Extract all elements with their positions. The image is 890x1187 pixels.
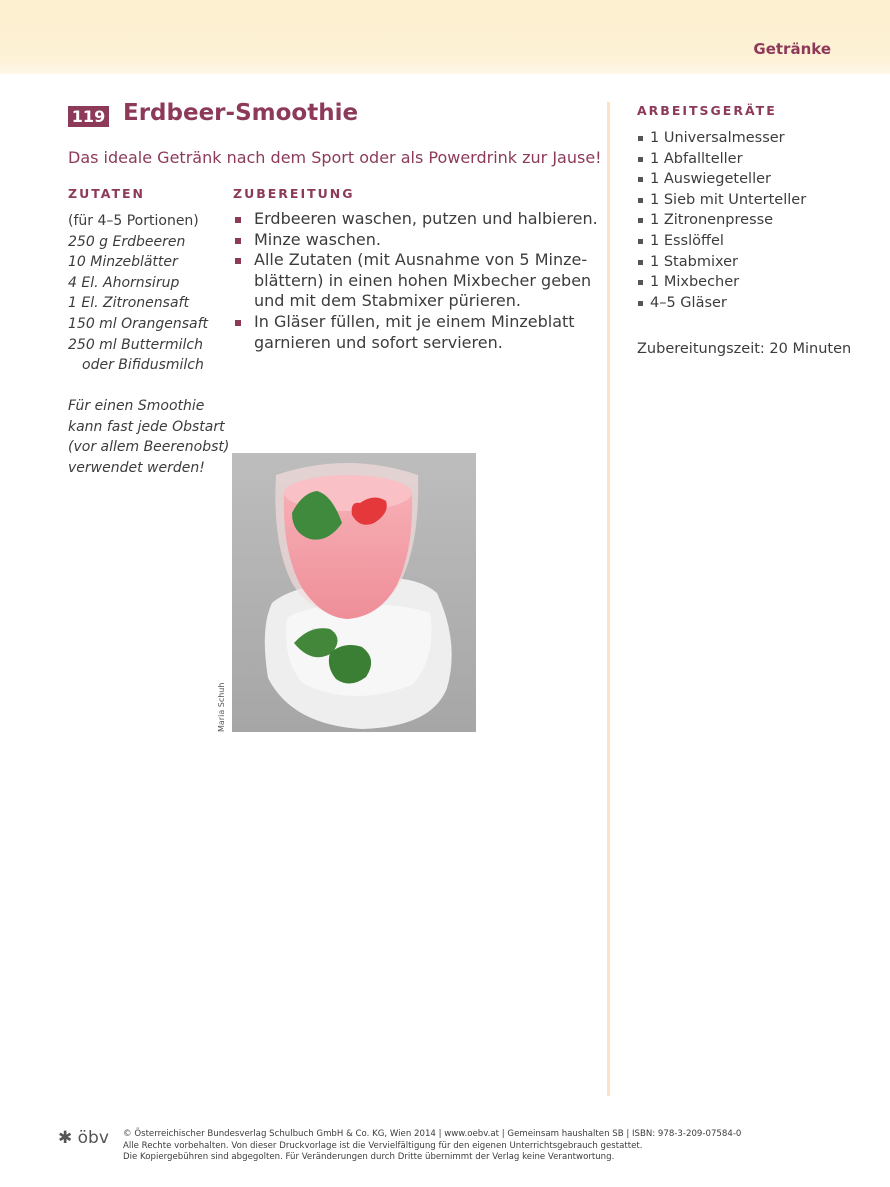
- preparation-steps: [233, 209, 603, 353]
- ingredient-item: 250 g Erdbeeren: [68, 233, 186, 250]
- tool-label: 1 Esslöffel: [650, 232, 724, 249]
- preparation-step: [233, 209, 603, 230]
- step-line: und mit dem Stabmixer pürieren.: [254, 291, 521, 311]
- tool-item: [637, 252, 806, 273]
- step-line: Erdbeeren waschen, putzen und halbieren.: [254, 209, 598, 228]
- recipe-number: 119: [68, 106, 109, 127]
- tools-heading: ARBEITSGERÄTE: [637, 103, 777, 118]
- tool-label: 1 Sieb mit Unterteller: [650, 191, 807, 208]
- tool-label: 4–5 Gläser: [650, 294, 727, 311]
- footer-line: Alle Rechte vorbehalten. Von dieser Druckvorlage ist die Vervielfältigung für den eigenen Unterrichtsgebrauch gestattet.: [123, 1140, 643, 1151]
- tool-item: [637, 272, 806, 293]
- prep-time: Zubereitungszeit: 20 Minuten: [637, 341, 852, 357]
- preparation-step: [233, 312, 603, 353]
- bullet-icon: [235, 320, 241, 326]
- ingredient-item: 4 El. Ahornsirup: [68, 274, 180, 291]
- bullet-icon: [638, 280, 643, 285]
- bullet-icon: [638, 218, 643, 223]
- step-line: blättern) in einen hohen Mixbecher geben: [254, 270, 592, 290]
- step-line: garnieren und sofort servieren.: [254, 332, 503, 352]
- tool-item: [637, 169, 806, 190]
- preparation-heading: ZUBEREITUNG: [233, 186, 355, 201]
- tool-item: [637, 231, 806, 252]
- tip-line: kann fast jede Obstart: [68, 418, 225, 435]
- ingredient-item: 250 ml Buttermilch: [68, 336, 203, 353]
- bullet-icon: [235, 217, 241, 223]
- step-line: Alle Zutaten (mit Ausnahme von 5 Minze-: [254, 250, 588, 270]
- asterisk-icon: ✱: [58, 1128, 73, 1148]
- header-band: [0, 0, 890, 74]
- mint-leaf-shape: [329, 645, 371, 684]
- smoothie-photo: [232, 453, 476, 732]
- recipe-title: Erdbeer-Smoothie: [123, 100, 359, 126]
- tip-line: verwendet werden!: [68, 459, 205, 476]
- tool-item: [637, 190, 806, 211]
- publisher-logo: [58, 1128, 109, 1148]
- step-line: Minze waschen.: [254, 229, 381, 249]
- column-divider: [607, 102, 610, 1096]
- recipe-subtitle: Das ideale Getränk nach dem Sport oder als Powerdrink zur Jause!: [68, 148, 602, 167]
- bullet-icon: [638, 177, 643, 182]
- tools-list: [637, 128, 806, 313]
- preparation-step: [233, 230, 603, 251]
- section-title: Getränke: [753, 40, 831, 58]
- bullet-icon: [638, 136, 643, 141]
- tip-note: [68, 396, 233, 478]
- ingredient-item: 10 Minzeblätter: [68, 254, 178, 271]
- tip-line: Für einen Smoothie: [68, 398, 205, 414]
- tool-label: 1 Universalmesser: [650, 130, 785, 146]
- tool-item: [637, 149, 806, 170]
- bullet-icon: [235, 258, 241, 264]
- tool-label: 1 Stabmixer: [650, 253, 738, 270]
- ingredients-heading: ZUTATEN: [68, 186, 146, 201]
- bullet-icon: [638, 260, 643, 265]
- bullet-icon: [638, 301, 643, 306]
- footer-line: Die Kopiergebühren sind abgegolten. Für Veränderungen durch Dritte übernimmt der Verlag keine Verantwortung.: [123, 1152, 615, 1163]
- tool-item: [637, 293, 806, 314]
- preparation-step: [233, 250, 603, 312]
- tool-label: 1 Abfallteller: [650, 150, 743, 167]
- bullet-icon: [638, 157, 643, 162]
- step-line: In Gläser füllen, mit je einem Minzeblatt: [254, 311, 575, 331]
- ingredient-continuation: oder Bifidusmilch: [82, 357, 204, 374]
- tip-line: (vor allem Beerenobst): [68, 439, 230, 456]
- footer-copyright: [123, 1129, 741, 1164]
- tool-label: 1 Auswiegeteller: [650, 171, 771, 188]
- bullet-icon: [638, 198, 643, 203]
- ingredient-item: 1 El. Zitronensaft: [68, 295, 189, 312]
- bullet-icon: [235, 238, 241, 244]
- photo-credit: Maria Schuh: [217, 682, 226, 732]
- ingredients-list: [68, 211, 228, 376]
- portions-note: (für 4–5 Portionen): [68, 213, 199, 229]
- tool-item: [637, 128, 806, 149]
- tool-label: 1 Zitronenpresse: [650, 212, 774, 229]
- tool-label: 1 Mixbecher: [650, 274, 740, 291]
- tool-item: [637, 210, 806, 231]
- footer-line: © Österreichischer Bundesverlag Schulbuch GmbH & Co. KG, Wien 2014 | www.oebv.at | Gemeinsam haushalten SB | ISBN: 978-3-209-07584-0: [123, 1129, 742, 1139]
- bullet-icon: [638, 239, 643, 244]
- ingredient-item: 150 ml Orangensaft: [68, 315, 209, 332]
- logo-text: öbv: [77, 1128, 109, 1148]
